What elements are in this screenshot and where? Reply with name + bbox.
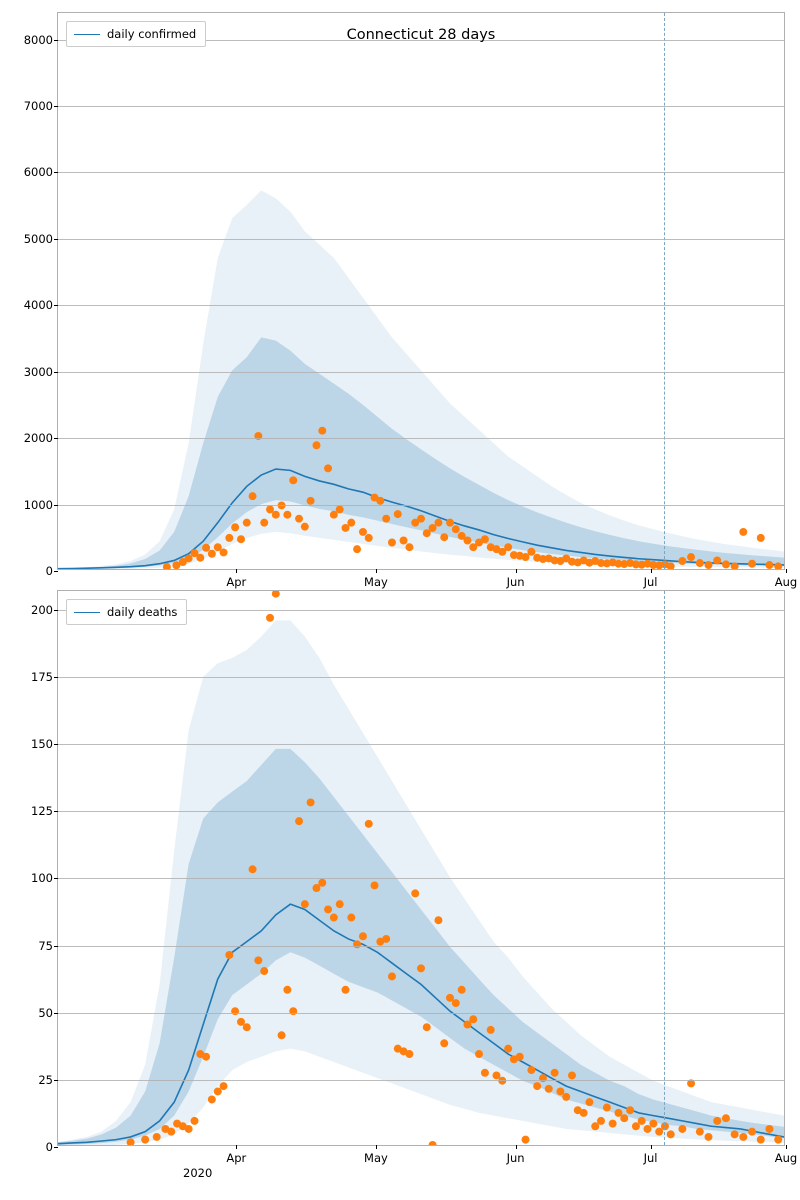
data-point <box>382 935 390 943</box>
data-point <box>757 534 765 542</box>
y-axis-tick-mark <box>54 610 58 611</box>
x-axis-tick-mark <box>786 569 787 573</box>
data-point <box>208 1095 216 1103</box>
gridline <box>58 1013 784 1014</box>
data-point <box>452 525 460 533</box>
data-point <box>353 545 361 553</box>
data-point <box>231 523 239 531</box>
data-point <box>220 1082 228 1090</box>
data-point <box>417 964 425 972</box>
data-point <box>272 511 280 519</box>
y-axis-tick-mark <box>54 946 58 947</box>
y-axis-tick-mark <box>54 571 58 572</box>
gridline <box>58 305 784 306</box>
x-axis-tick-label: Aug <box>774 575 798 589</box>
data-point <box>220 548 228 556</box>
data-point <box>597 1117 605 1125</box>
data-point <box>301 900 309 908</box>
gridline <box>58 1080 784 1081</box>
data-point <box>626 1106 634 1114</box>
y-axis-tick-label: 1000 <box>23 497 53 512</box>
gridline <box>58 677 784 678</box>
y-axis-tick-label: 6000 <box>23 165 53 180</box>
data-point <box>388 539 396 547</box>
data-point <box>678 557 686 565</box>
data-point <box>347 519 355 527</box>
y-axis-tick-label: 150 <box>31 737 53 752</box>
data-point <box>411 889 419 897</box>
data-point <box>167 1128 175 1136</box>
data-point <box>440 533 448 541</box>
x-axis-tick-mark <box>516 1145 517 1149</box>
x-axis-tick-mark <box>376 1145 377 1149</box>
data-point <box>678 1125 686 1133</box>
y-axis-tick-mark <box>54 1147 58 1148</box>
y-axis-tick-mark <box>54 239 58 240</box>
data-point <box>722 560 730 568</box>
data-point <box>318 879 326 887</box>
data-point <box>237 535 245 543</box>
data-point <box>429 1141 437 1145</box>
y-axis-tick-label: 7000 <box>23 99 53 113</box>
data-point <box>388 972 396 980</box>
data-point <box>545 1085 553 1093</box>
data-point <box>365 534 373 542</box>
data-point <box>324 464 332 472</box>
data-point <box>191 1117 199 1125</box>
data-point <box>649 1120 657 1128</box>
y-axis-tick-mark <box>54 677 58 678</box>
chart-panel-daily-deaths <box>31 590 798 1180</box>
data-point <box>452 999 460 1007</box>
y-axis-tick-label: 25 <box>38 1072 53 1087</box>
data-point <box>423 1023 431 1031</box>
data-point <box>739 1133 747 1141</box>
y-axis-tick-label: 75 <box>38 938 53 953</box>
gridline <box>58 172 784 173</box>
data-point <box>696 559 704 567</box>
gridline <box>58 239 784 240</box>
data-point <box>446 519 454 527</box>
data-point <box>551 1069 559 1077</box>
plot-area-bottom <box>58 591 784 1145</box>
data-point <box>713 556 721 564</box>
x-axis-tick-label: May <box>364 1151 388 1165</box>
data-point <box>330 914 338 922</box>
x-axis-tick-label: Jul <box>643 1151 658 1165</box>
data-point <box>243 519 251 527</box>
y-axis-tick-label: 8000 <box>23 32 53 47</box>
y-axis-tick-mark <box>54 811 58 812</box>
forecast-marker-line-top <box>664 13 665 569</box>
data-point <box>765 561 773 569</box>
chart-panel-daily-confirmed <box>23 12 798 589</box>
y-axis-tick-label: 3000 <box>23 364 53 379</box>
y-axis-tick-mark <box>54 878 58 879</box>
data-point <box>434 916 442 924</box>
data-point <box>533 1082 541 1090</box>
data-point <box>562 1093 570 1101</box>
data-point <box>289 1007 297 1015</box>
data-point <box>272 591 280 598</box>
data-point <box>307 798 315 806</box>
legend-label-daily-confirmed: daily confirmed <box>107 27 197 41</box>
data-point <box>757 1136 765 1144</box>
y-axis-tick-label: 0 <box>45 1140 53 1154</box>
x-axis-tick-mark <box>651 569 652 573</box>
data-point <box>196 554 204 562</box>
gridline <box>58 505 784 506</box>
gridline <box>58 438 784 439</box>
data-point <box>638 1117 646 1125</box>
x-axis-tick-mark <box>786 1145 787 1149</box>
gridline <box>58 106 784 107</box>
x-axis-year-label: 2020 <box>183 1166 213 1180</box>
data-point <box>405 543 413 551</box>
gridline <box>58 878 784 879</box>
y-axis-tick-label: 4000 <box>23 298 53 313</box>
y-axis-tick-mark <box>54 305 58 306</box>
data-point <box>539 1074 547 1082</box>
data-point <box>254 956 262 964</box>
data-point <box>713 1117 721 1125</box>
x-axis-tick-mark <box>651 1145 652 1149</box>
plot-area-top <box>58 13 784 569</box>
data-point <box>202 1053 210 1061</box>
data-point <box>748 560 756 568</box>
x-axis-tick-mark <box>516 569 517 573</box>
legend-swatch-daily-confirmed <box>74 34 100 35</box>
data-point <box>516 1053 524 1061</box>
x-axis-tick-label: Apr <box>226 1151 247 1165</box>
gridline <box>58 946 784 947</box>
data-point <box>260 967 268 975</box>
x-axis-tick-label: Jun <box>506 575 525 589</box>
x-axis-tick-mark <box>376 569 377 573</box>
data-point <box>312 441 320 449</box>
data-point <box>301 523 309 531</box>
data-point <box>266 614 274 622</box>
x-axis-tick-label: Jul <box>643 575 658 589</box>
data-point <box>731 1130 739 1138</box>
data-point <box>243 1023 251 1031</box>
y-axis-tick-mark <box>54 505 58 506</box>
data-point <box>585 1098 593 1106</box>
data-point <box>687 553 695 561</box>
data-point <box>643 1125 651 1133</box>
y-axis-tick-label: 200 <box>31 602 53 617</box>
legend-bottom <box>66 599 187 625</box>
y-axis-tick-mark <box>54 1080 58 1081</box>
data-point <box>504 543 512 551</box>
data-point <box>371 881 379 889</box>
data-point <box>487 1026 495 1034</box>
data-point <box>324 905 332 913</box>
data-point <box>260 519 268 527</box>
legend-label-daily-deaths: daily deaths <box>107 605 178 619</box>
data-point <box>527 1066 535 1074</box>
y-axis-tick-label: 100 <box>31 871 53 886</box>
data-point <box>295 515 303 523</box>
data-point <box>141 1136 149 1144</box>
data-point <box>463 537 471 545</box>
y-axis-tick-label: 5000 <box>23 231 53 246</box>
data-point <box>434 519 442 527</box>
data-point <box>225 534 233 542</box>
data-point <box>580 1109 588 1117</box>
y-axis-tick-label: 0 <box>45 564 53 578</box>
x-axis-tick-label: Apr <box>226 575 247 589</box>
data-point <box>359 528 367 536</box>
data-point <box>527 548 535 556</box>
y-axis-tick-label: 2000 <box>23 431 53 446</box>
data-point <box>481 1069 489 1077</box>
data-point <box>661 1122 669 1130</box>
data-point <box>382 515 390 523</box>
data-point <box>609 1120 617 1128</box>
data-point <box>208 550 216 558</box>
forecast-marker-line-bottom <box>664 591 665 1145</box>
gridline <box>58 372 784 373</box>
data-point <box>153 1133 161 1141</box>
data-point <box>603 1104 611 1112</box>
data-point <box>522 1136 530 1144</box>
data-point <box>405 1050 413 1058</box>
y-axis-tick-mark <box>54 40 58 41</box>
data-point <box>342 986 350 994</box>
y-axis-tick-mark <box>54 438 58 439</box>
data-point <box>394 510 402 518</box>
data-point <box>318 427 326 435</box>
data-point <box>696 1128 704 1136</box>
plot-canvas-bottom <box>58 591 784 1145</box>
x-axis-tick-label: Aug <box>774 1151 798 1165</box>
y-axis-tick-mark <box>54 1013 58 1014</box>
y-axis-tick-label: 50 <box>38 1005 53 1020</box>
y-axis-tick-mark <box>54 372 58 373</box>
y-axis-tick-label: 175 <box>31 669 53 684</box>
y-axis-tick-mark <box>54 744 58 745</box>
data-point <box>705 561 713 569</box>
data-point <box>739 528 747 536</box>
x-axis-tick-mark <box>236 1145 237 1149</box>
data-point <box>365 820 373 828</box>
data-point <box>765 1125 773 1133</box>
data-point <box>475 1050 483 1058</box>
plot-canvas-top <box>58 13 784 569</box>
y-axis-tick-label: 125 <box>31 804 53 819</box>
x-axis-tick-label: Jun <box>506 1151 525 1165</box>
data-point <box>353 940 361 948</box>
data-point <box>347 914 355 922</box>
y-axis-tick-mark <box>54 172 58 173</box>
data-point <box>249 865 257 873</box>
data-point <box>359 932 367 940</box>
data-point <box>225 951 233 959</box>
data-point <box>481 535 489 543</box>
data-point <box>249 492 257 500</box>
data-point <box>283 511 291 519</box>
data-point <box>568 1071 576 1079</box>
data-point <box>440 1039 448 1047</box>
data-point <box>705 1133 713 1141</box>
data-point <box>231 1007 239 1015</box>
data-point <box>336 900 344 908</box>
data-point <box>185 1125 193 1133</box>
data-point <box>202 544 210 552</box>
gridline <box>58 744 784 745</box>
data-point <box>400 537 408 545</box>
data-point <box>469 1015 477 1023</box>
data-point <box>289 476 297 484</box>
data-point <box>748 1128 756 1136</box>
data-point <box>667 1130 675 1138</box>
data-point <box>336 505 344 513</box>
x-axis-tick-mark <box>236 569 237 573</box>
chart-title: Connecticut 28 days <box>346 27 496 43</box>
data-point <box>458 986 466 994</box>
x-axis-tick-label: May <box>364 575 388 589</box>
data-point <box>295 817 303 825</box>
data-point <box>620 1114 628 1122</box>
data-point <box>283 986 291 994</box>
data-point <box>774 1136 782 1144</box>
y-axis-tick-mark <box>54 106 58 107</box>
data-point <box>722 1114 730 1122</box>
data-point <box>278 1031 286 1039</box>
gridline <box>58 811 784 812</box>
legend-swatch-daily-deaths <box>74 612 100 613</box>
data-point <box>504 1045 512 1053</box>
data-point <box>417 515 425 523</box>
legend-top <box>66 21 206 47</box>
